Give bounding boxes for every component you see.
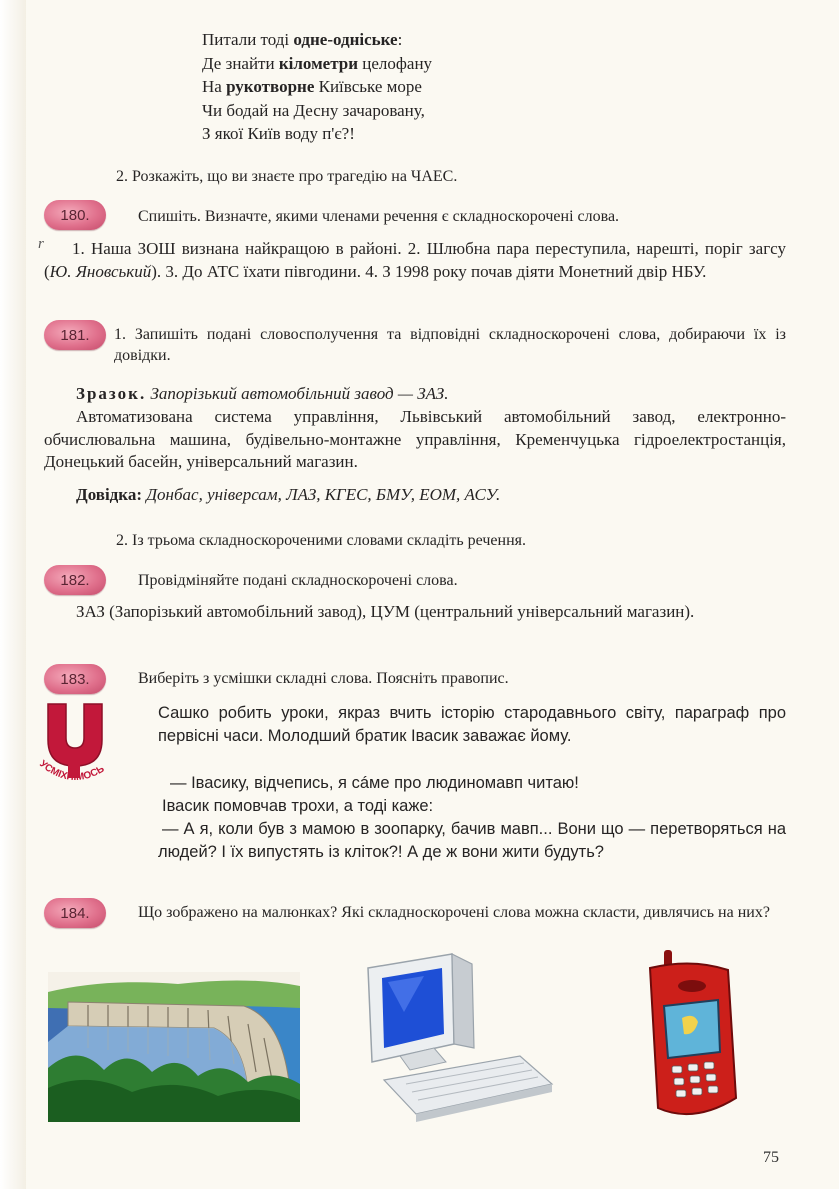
exercise-number-badge: 180.	[44, 200, 106, 230]
humor-logo-icon	[30, 698, 120, 790]
exercise-183-instruction: Виберіть з усмішки складні слова. Поясніть правопис.	[138, 670, 509, 687]
exercise-180-text: 1. Наша ЗОШ визнана найкращою в районі. 2. Шлюбна пара переступила, нарешті, поріг загсу (Ю. Яновський). 3. До АТС їхати півгодини. 4. З 1998 року почав діяти Монетний двір НБУ.	[44, 239, 786, 281]
hint-line: Довідка: Донбас, універсам, ЛАЗ, КГЕС, БМУ, ЕОМ, АСУ.	[76, 485, 501, 504]
exercise-184-instruction: Що зображено на малюнках? Які складноскорочені слова можна скласти, дивлячись на них?	[138, 904, 770, 921]
mobile-phone-illustration	[636, 948, 746, 1126]
joke-paragraph-3: Івасик помовчав трохи, а тоді каже:	[162, 797, 434, 815]
exercise-182-instruction: Провідміняйте подані складноскорочені слова.	[138, 572, 458, 589]
joke-paragraph-2: — Івасику, відчепись, я сáме про людиномавп читаю!	[170, 774, 579, 792]
exercise-181-text: Автоматизована система управління, Львівський автомобільний завод, електронно-обчислювальна машина, будівельно-монтажне управління, Кременчуцька гідроелектростанція, Донецький басейн, універсальний магазин.	[44, 407, 786, 471]
exercise-181-task2: 2. Із трьома складноскороченими словами складіть речення.	[116, 532, 527, 549]
computer-illustration	[354, 952, 554, 1134]
poem	[202, 28, 432, 146]
logo-text: УСМІХНІМОСЬ	[37, 758, 107, 784]
exercise-182-text: ЗАЗ (Запорізький автомобільний завод), ЦУМ (центральний універсальний магазин).	[76, 602, 695, 621]
task-chaes: 2. Розкажіть, що ви знаєте про трагедію на ЧАЕС.	[116, 168, 458, 185]
sample-line: Зразок. Запорізький автомобільний завод — ЗАЗ.	[76, 384, 449, 403]
exercise-number-badge: 182.	[44, 565, 106, 595]
poem-line: Чи бодай на Десну зачаровану,	[202, 100, 425, 120]
hydroelectric-dam-illustration	[48, 972, 300, 1122]
exercise-number-badge: 183.	[44, 664, 106, 694]
page-number: 75	[763, 1149, 779, 1166]
poem-line: Питали тоді одне-одніське:	[202, 30, 403, 49]
joke-paragraph-1: Сашко робить уроки, якраз вчить історію стародавнього світу, параграф про первісні часи. Молодший братик Івасик заважає йому.	[158, 704, 786, 745]
poem-line: Де знайти кілометри целофану	[202, 53, 433, 73]
exercise-180-instruction: Спишіть. Визначте, якими членами речення є складноскорочені слова.	[138, 208, 620, 225]
poem-line: З якої Київ воду п'є?!	[202, 124, 355, 143]
margin-mark: r	[38, 236, 44, 252]
page-left-edge	[0, 0, 26, 1189]
joke-paragraph-4: — А я, коли був з мамою в зоопарку, бачив мавп... Вони що — перетворяться на людей? І їх випустять із кліток?! А де ж вони жити будуть?	[158, 820, 786, 861]
poem-line: На рукотворне Київське море	[202, 77, 422, 96]
exercise-number-badge: 181.	[44, 320, 106, 350]
exercise-number-badge: 184.	[44, 898, 106, 928]
exercise-181-instruction: 1. Запишіть подані словосполучення та відповідні складноскорочені слова, добираючи їх із довідки.	[114, 326, 786, 364]
